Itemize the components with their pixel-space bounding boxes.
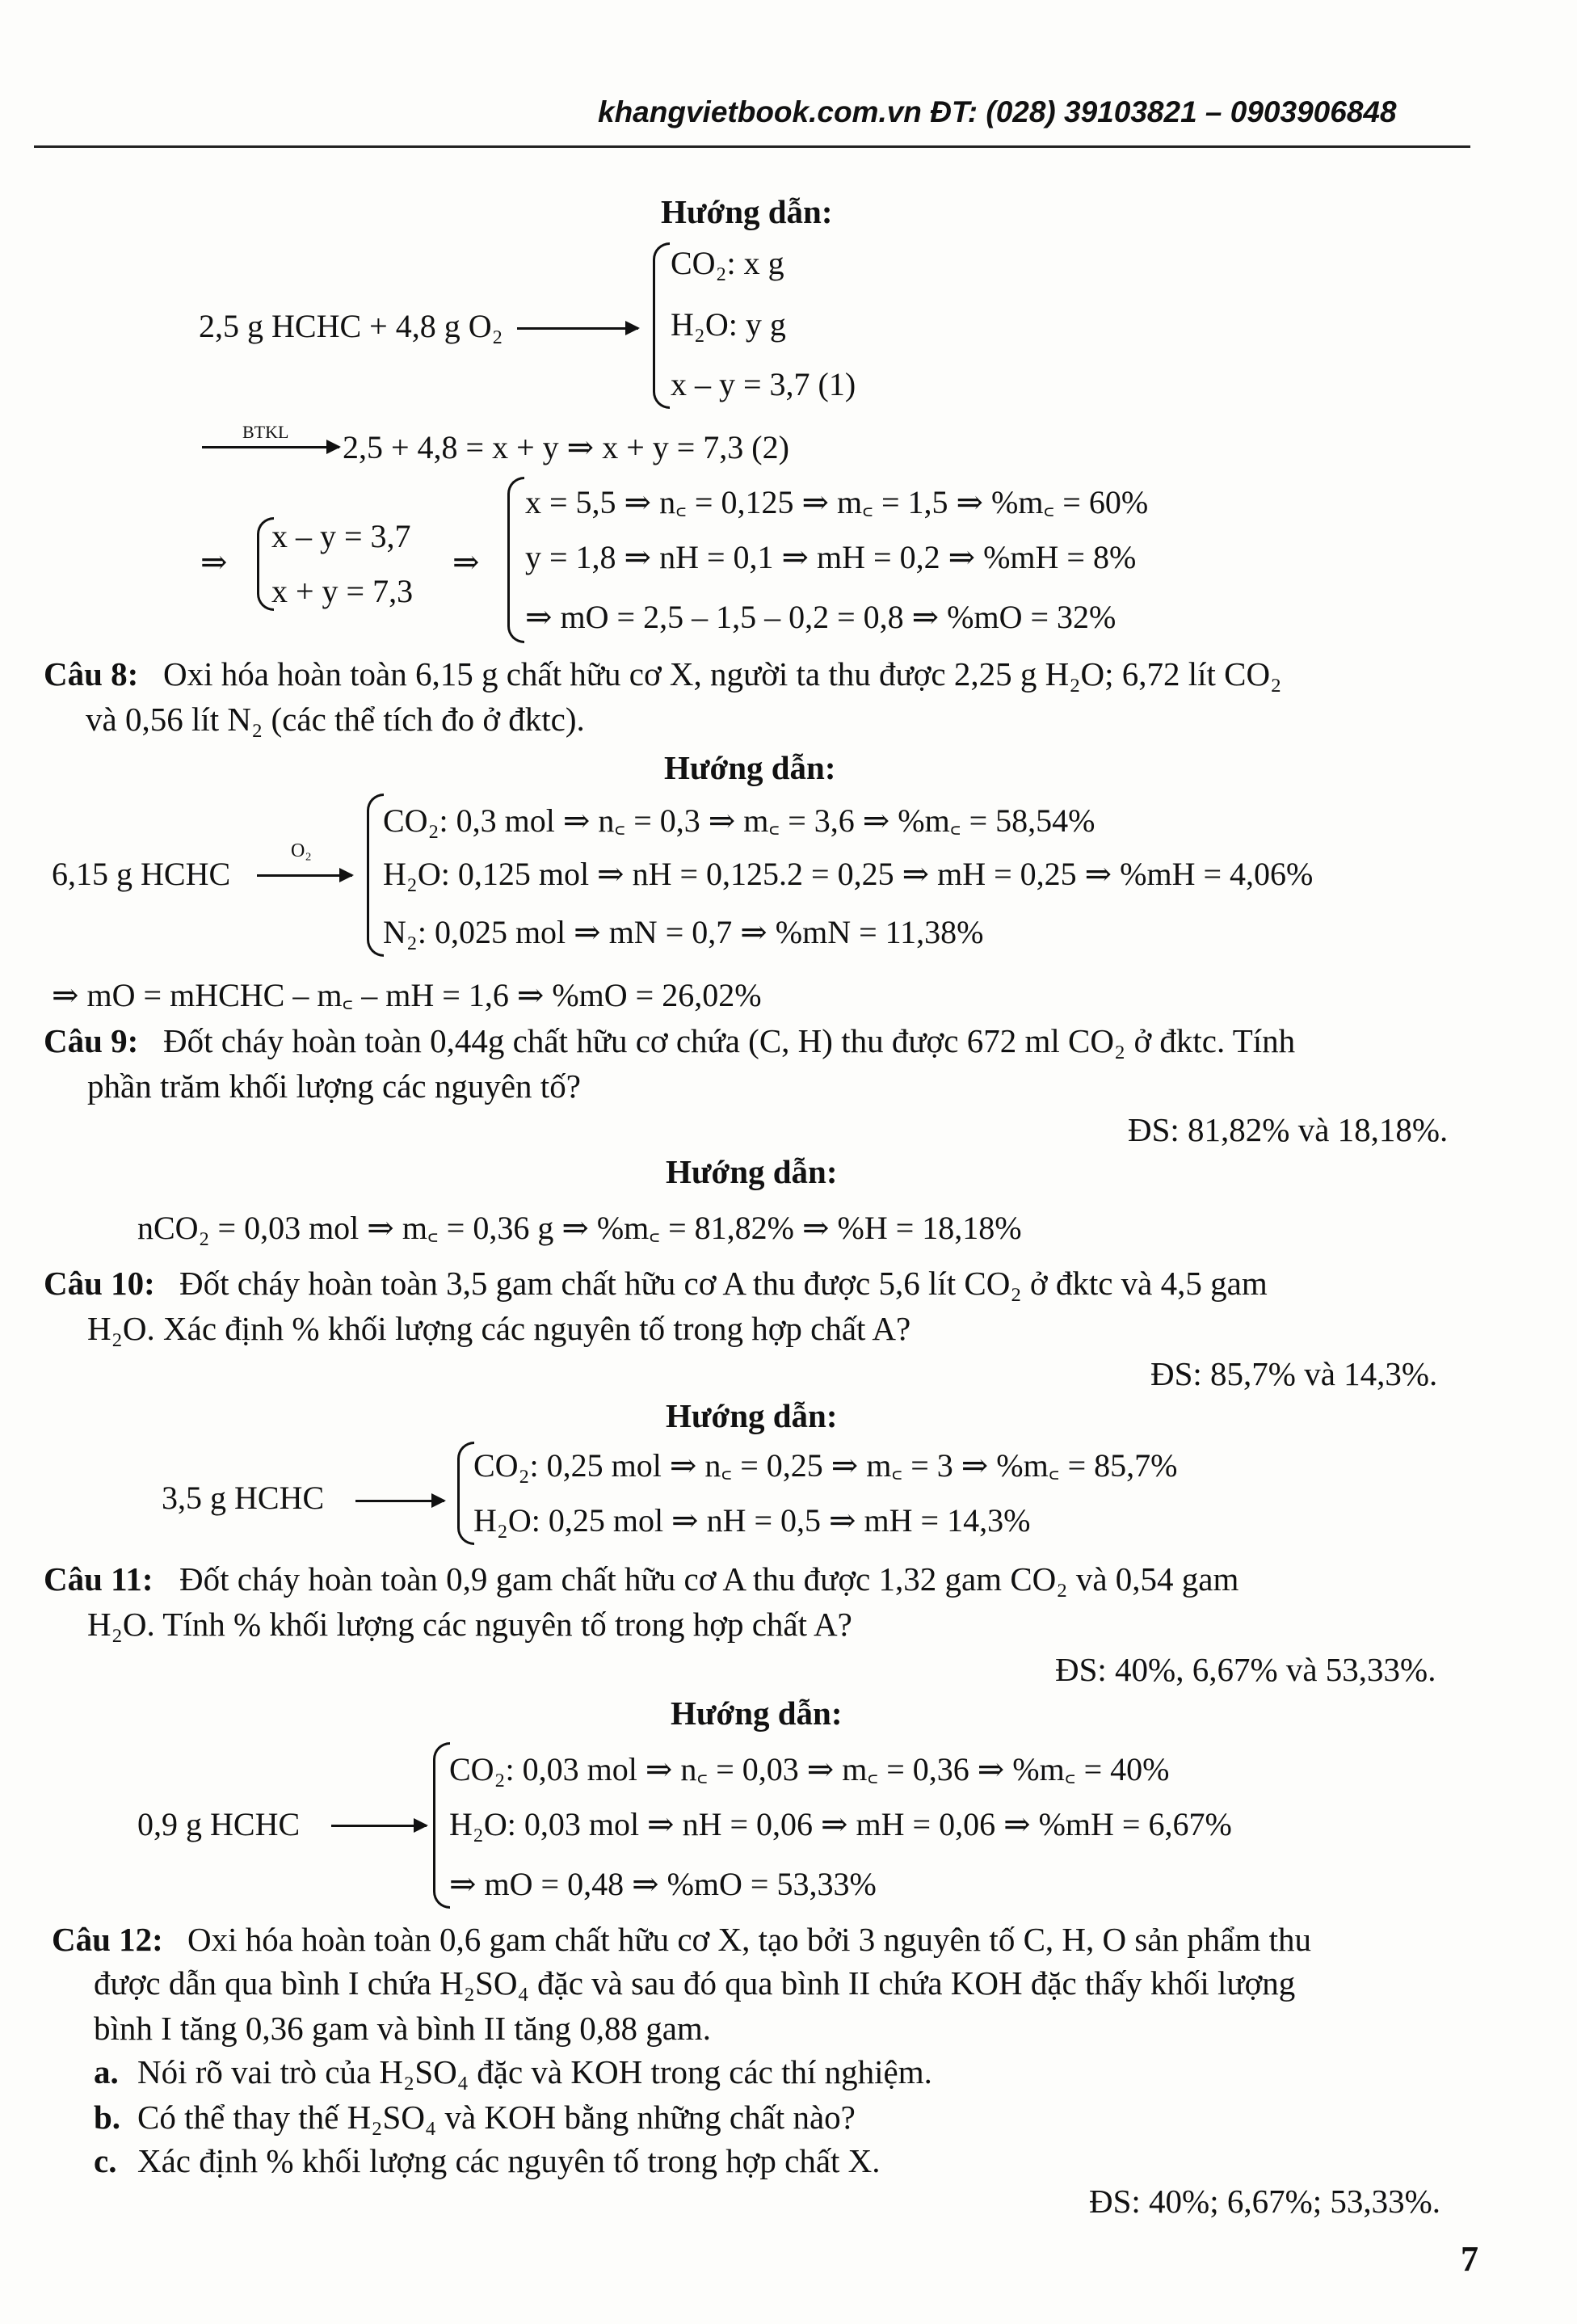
system-line: x + y = 7,3	[271, 573, 414, 609]
result-line: ⇒ mO = 0,48 ⇒ %mO = 53,33%	[449, 1866, 877, 1902]
question-text: Oxi hóa hoàn toàn 0,6 gam chất hữu cơ X, tạo bởi 3 nguyên tố C, H, O sản phẩm thu	[187, 1921, 1312, 1958]
question-label: Câu 10:	[44, 1265, 155, 1302]
implies-symbol: ⇒	[452, 544, 480, 580]
equation-line: x – y = 3,7 (1)	[671, 366, 856, 402]
item-text: Xác định % khối lượng các nguyên tố trong hợp chất X.	[137, 2142, 881, 2179]
question-text: Oxi hóa hoàn toàn 6,15 g chất hữu cơ X, người ta thu được 2,25 g H₂O; 6,72 lít CO₂	[163, 655, 1282, 693]
result-line: CO₂: 0,25 mol ⇒ n꜀ = 0,25 ⇒ m꜀ = 3 ⇒ %m꜀ = 85,7%	[473, 1447, 1178, 1484]
reaction-arrow	[331, 1825, 427, 1827]
guide-heading: Hướng dẫn:	[666, 1397, 838, 1434]
reactant-text: 6,15 g HCHC	[52, 856, 231, 892]
question-text: và 0,56 lít N₂ (các thể tích đo ở đktc).	[86, 701, 585, 738]
question-text: phần trăm khối lượng các nguyên tố?	[87, 1067, 581, 1105]
product-line: CO₂: x g	[671, 245, 784, 281]
answer-text: ĐS: 85,7% và 14,3%.	[1150, 1355, 1438, 1392]
question-text: được dẫn qua bình I chứa H₂SO₄ đặc và sau đó qua bình II chứa KOH đặc thấy khối lượng	[94, 1964, 1296, 2002]
question-text: Đốt cháy hoàn toàn 0,9 gam chất hữu cơ A thu được 1,32 gam CO₂ và 0,54 gam	[179, 1560, 1239, 1598]
reaction-arrow	[517, 327, 638, 330]
reactant-text: 0,9 g HCHC	[137, 1806, 301, 1842]
brace	[367, 794, 384, 957]
item-label: c.	[94, 2142, 117, 2179]
question-text: bình I tăng 0,36 gam và bình II tăng 0,88 gam.	[94, 2010, 712, 2047]
brace	[507, 477, 524, 643]
guide-heading: Hướng dẫn:	[666, 1153, 838, 1190]
header-rule	[34, 145, 1470, 148]
question-label: Câu 9:	[44, 1022, 139, 1059]
reaction-arrow	[257, 874, 352, 877]
reactant-text: 3,5 g HCHC	[162, 1480, 325, 1516]
item-text: Nói rõ vai trò của H₂SO₄ đặc và KOH trong các thí nghiệm.	[137, 2053, 932, 2090]
question-label: Câu 11:	[44, 1560, 153, 1598]
btkl-label: BTKL	[242, 422, 289, 442]
result-line: H₂O: 0,03 mol ⇒ nH = 0,06 ⇒ mH = 0,06 ⇒ %mH = 6,67%	[449, 1806, 1232, 1842]
question-label: Câu 12:	[52, 1921, 163, 1958]
item-text: Có thể thay thế H₂SO₄ và KOH bằng những chất nào?	[137, 2099, 856, 2136]
result-line: H₂O: 0,125 mol ⇒ nH = 0,125.2 = 0,25 ⇒ mH = 0,25 ⇒ %mH = 4,06%	[383, 856, 1314, 892]
result-line: x = 5,5 ⇒ n꜀ = 0,125 ⇒ m꜀ = 1,5 ⇒ %m꜀ = 60%	[525, 484, 1149, 520]
reaction-arrow	[355, 1500, 444, 1502]
result-line: CO₂: 0,3 mol ⇒ n꜀ = 0,3 ⇒ m꜀ = 3,6 ⇒ %m꜀ = 58,54%	[383, 802, 1095, 839]
result-line: y = 1,8 ⇒ nH = 0,1 ⇒ mH = 0,2 ⇒ %mH = 8%	[525, 539, 1137, 575]
equation-line: 2,5 + 4,8 = x + y ⇒ x + y = 7,3 (2)	[343, 429, 789, 465]
answer-text: ĐS: 40%, 6,67% và 53,33%.	[1055, 1651, 1436, 1688]
guide-heading: Hướng dẫn:	[664, 749, 836, 786]
brace	[457, 1442, 474, 1545]
result-line: nCO₂ = 0,03 mol ⇒ m꜀ = 0,36 g ⇒ %m꜀ = 81,82% ⇒ %H = 18,18%	[137, 1210, 1022, 1246]
system-line: x – y = 3,7	[271, 518, 411, 554]
result-line: CO₂: 0,03 mol ⇒ n꜀ = 0,03 ⇒ m꜀ = 0,36 ⇒ %m꜀ = 40%	[449, 1751, 1170, 1787]
question-text: Đốt cháy hoàn toàn 0,44g chất hữu cơ chứa (C, H) thu được 672 ml CO₂ ở đktc. Tính	[163, 1022, 1296, 1059]
question-text: H₂O. Xác định % khối lượng các nguyên tố trong hợp chất A?	[87, 1310, 911, 1347]
question-label: Câu 8:	[44, 655, 139, 693]
guide-heading: Hướng dẫn:	[671, 1695, 843, 1732]
arrow-label: O₂	[291, 840, 312, 861]
item-label: a.	[94, 2053, 119, 2090]
answer-text: ĐS: 40%; 6,67%; 53,33%.	[1089, 2183, 1441, 2220]
btkl-arrow	[202, 446, 339, 448]
reactant-text: 2,5 g HCHC + 4,8 g O₂	[199, 308, 503, 344]
item-label: b.	[94, 2099, 121, 2136]
result-line: ⇒ mO = 2,5 – 1,5 – 0,2 = 0,8 ⇒ %mO = 32%	[525, 599, 1117, 635]
page-number: 7	[1461, 2239, 1478, 2279]
product-line: H₂O: y g	[671, 306, 786, 343]
question-text: H₂O. Tính % khối lượng các nguyên tố trong hợp chất A?	[87, 1606, 852, 1643]
result-line: ⇒ mO = mHCHC – m꜀ – mH = 1,6 ⇒ %mO = 26,02%	[52, 977, 762, 1013]
answer-text: ĐS: 81,82% và 18,18%.	[1128, 1111, 1449, 1148]
implies-symbol: ⇒	[200, 544, 228, 580]
brace	[653, 242, 670, 409]
page-header: khangvietbook.com.vn ĐT: (028) 39103821 – 0903906848	[598, 95, 1397, 128]
guide-heading: Hướng dẫn:	[661, 193, 833, 230]
brace	[433, 1742, 450, 1909]
result-line: H₂O: 0,25 mol ⇒ nH = 0,5 ⇒ mH = 14,3%	[473, 1502, 1031, 1539]
result-line: N₂: 0,025 mol ⇒ mN = 0,7 ⇒ %mN = 11,38%	[383, 914, 984, 950]
question-text: Đốt cháy hoàn toàn 3,5 gam chất hữu cơ A thu được 5,6 lít CO₂ ở đktc và 4,5 gam	[179, 1265, 1268, 1302]
